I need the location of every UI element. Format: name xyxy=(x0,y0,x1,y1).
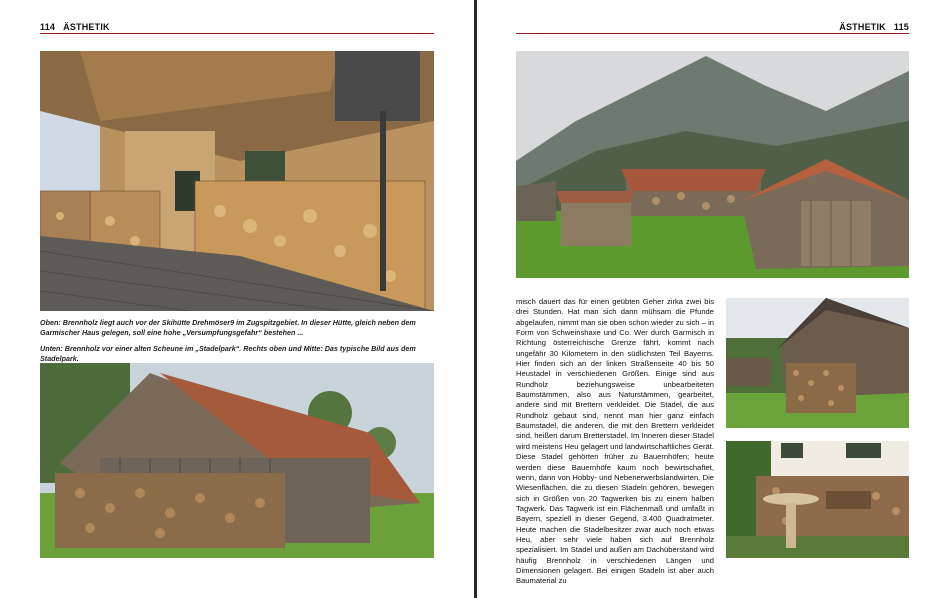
body-text: misch dauert das für einen geübten Geher zirka zwei bis drei Stunden. Hat man sich dann mühsam die Pfunde abgelaufen, nimmt man sie oben schon wieder zu sich – in Form von Schweinshaxe und Co. Wer durch Garmisch in Richtung österreichische Grenze fährt, kommt nach ungefähr 30 Kilometern in den südlichsten Teil Bayerns. Hier finden sich an der linken Straßenseite 40 bis 50 Heustadel in verschiedenen Größen. Einige sind aus Rundholz beziehungsweise unbearbeiteten Baumstämmen, also aus Naturstämmen, gearbeitet, andere sind mit Brettern verkleidet. Die Stadel, die aus Rundholz gebaut sind, nennt man hier ganz einfach Baumstadel, die anderen, die mit den Brettern verkleidet sind, heißen darum Bretterstadel. Im Inneren dieser Stadel wird meistens Heu gelagert und landwirtschaftliches Gerät. Diese Stadel gehörten früher zu Bauernhöfen; heute werden diese Bauernhöfe kaum noch bewirtschaftet, wenn, dann von Hobby- und Nebenerwerbslandwirten. Die Wiesenflächen, die zu diesen Stadeln gehören, bewegen sich in Größen von 20 Tagwerken bis zu einem halben Tagwerk. Das Tagwerk ist ein Flächenmaß und umfaßt in Bayern, speziell in dieser Gegend, 3.400 Quadratmeter. Heute machen die Stadelbesitzer zwar auch noch etwas Heu, aber sehr viele haben sich auf Brennholz spezialisiert. Im Stadel und außen am Dachüberstand wird häufig Brennholz in verschiedenen Längen und Dimensionen gelagert. Bei einigen Stadeln ist aber auch Baumaterial zu xyxy=(516,297,714,586)
header-rule xyxy=(516,33,909,34)
section-title: ÄSTHETIK xyxy=(63,22,110,32)
photo-garden-table xyxy=(726,441,909,558)
page-header-left xyxy=(40,22,110,32)
page-number: 115 xyxy=(893,22,909,32)
photo-old-barn xyxy=(40,363,434,558)
photo-stadel-woodpile xyxy=(726,298,909,428)
photo-mountain-stadel xyxy=(516,51,909,278)
section-title: ÄSTHETIK xyxy=(839,22,886,32)
photo-ski-hut xyxy=(40,51,434,311)
caption-bottom: Unten: Brennholz vor einer alten Scheune im „Stadelpark“. Rechts oben und Mitte: Das typische Bild aus dem Stadelpark. xyxy=(40,344,416,363)
page-number: 114 xyxy=(40,22,56,32)
left-page xyxy=(0,0,474,598)
page-header-right xyxy=(839,22,909,32)
header-rule xyxy=(40,33,434,34)
caption-top: Oben: Brennholz liegt auch vor der Skihütte Drehmöser9 im Zugspitzgebiet. In dieser Hütte, gleich neben dem Garmischer Haus gelegen, soll eine hohe „Versumpfungsgefahr“ bestehen ... xyxy=(40,318,416,337)
